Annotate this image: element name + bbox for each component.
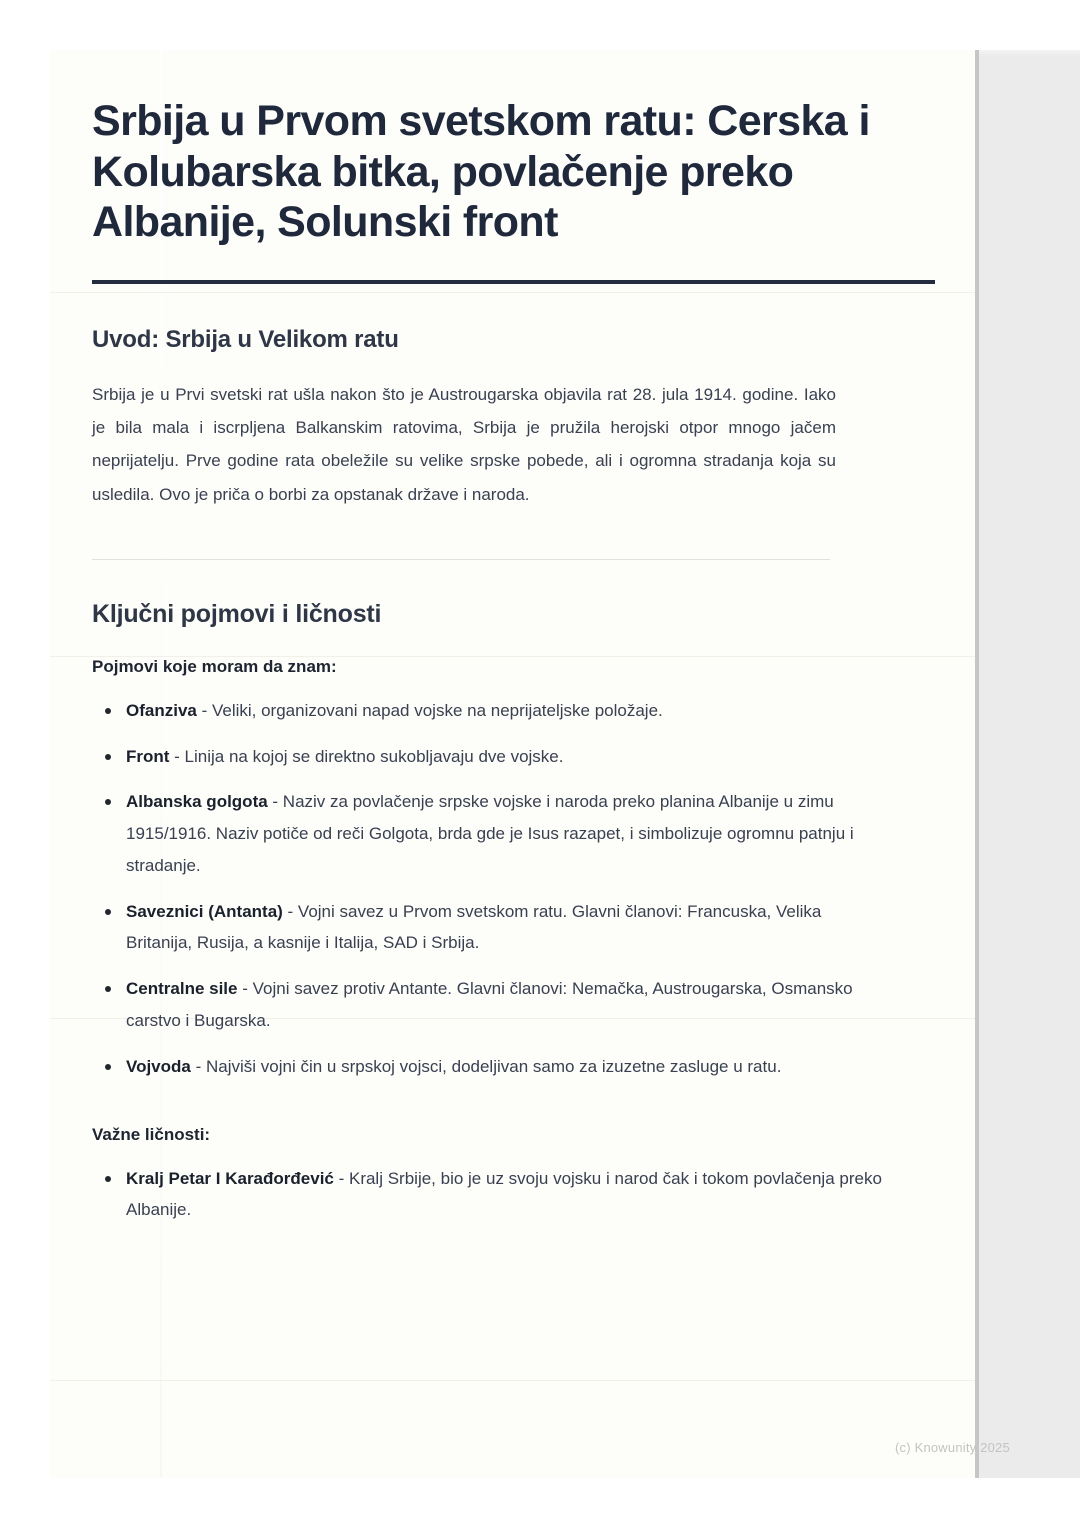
intro-paragraph: Srbija je u Prvi svetski rat ušla nakon što je Austrougarska objavila rat 28. jula 1914. godine. Iako je bila mala i iscrpljena Balkanskim ratovima, Srbija je pružila herojski otpor mnogo jačem neprijatelju. Prve godine rata obeležile su velike srpske pobede, ali i ogromna stradanja koja su usledila. Ovo je priča o borbi za opstanak države i naroda. — [92, 385, 836, 504]
term-definition: - Naziv za povlačenje srpske vojske i naroda preko planina Albanije u zimu 1915/1916. Naziv potiče od reči Golgota, brda gde je Isus razapet, i simbolizuje ogromnu patnju i stradanje. — [126, 792, 854, 875]
term-definition: - Veliki, organizovani napad vojske na neprijateljske položaje. — [196, 700, 663, 720]
section-heading-key-concepts: Ključni pojmovi i ličnosti — [92, 599, 382, 628]
term-definition: - Linija na kojoj se direktno sukobljavaju dve vojske. — [169, 746, 564, 766]
list-item — [92, 896, 886, 974]
page-gutter — [975, 50, 1080, 1478]
terms-label: Pojmovi koje moram da znam: — [92, 656, 337, 676]
list-item — [92, 1163, 886, 1241]
list-item — [92, 973, 886, 1051]
person-description: - Kralj Srbije, bio je uz svoju vojsku i narod čak i tokom povlačenja preko Albanije. — [126, 1168, 882, 1220]
document-sheet — [50, 50, 975, 1478]
person-name: Kralj Petar I Karađorđević — [126, 1168, 334, 1188]
people-label: Važne ličnosti: — [92, 1124, 211, 1144]
document-content — [92, 50, 937, 1478]
term-name: Vojvoda — [126, 1056, 191, 1076]
page-title: Srbija u Prvom svetskom ratu: Cerska i Kolubarska bitka, povlačenje preko Albanije, Solunski front — [92, 97, 870, 247]
term-definition: - Vojni savez u Prvom svetskom ratu. Glavni članovi: Francuska, Velika Britanija, Rusija, a kasnije i Italija, SAD i Srbija. — [126, 901, 822, 953]
term-name: Front — [126, 746, 170, 766]
section-heading-intro: Uvod: Srbija u Velikom ratu — [92, 326, 399, 354]
gutter-sheen — [979, 50, 1080, 56]
list-item — [92, 695, 886, 741]
people-list — [92, 1145, 937, 1241]
list-item — [92, 786, 886, 895]
term-name: Saveznici (Antanta) — [126, 901, 283, 921]
term-name: Centralne sile — [126, 979, 238, 999]
list-item — [92, 741, 886, 787]
term-name: Albanska golgota — [126, 792, 268, 812]
term-definition: - Najviši vojni čin u srpskoj vojsci, dodeljivan samo za izuzetne zasluge u ratu. — [190, 1056, 782, 1076]
terms-list — [92, 677, 937, 1097]
footer-credit: (c) Knowunity 2025 — [895, 1440, 1010, 1455]
term-definition: - Vojni savez protiv Antante. Glavni članovi: Nemačka, Austrougarska, Osmansko carstvo i Bugarska. — [126, 979, 853, 1031]
list-item — [92, 1051, 886, 1097]
term-name: Ofanziva — [126, 700, 197, 720]
